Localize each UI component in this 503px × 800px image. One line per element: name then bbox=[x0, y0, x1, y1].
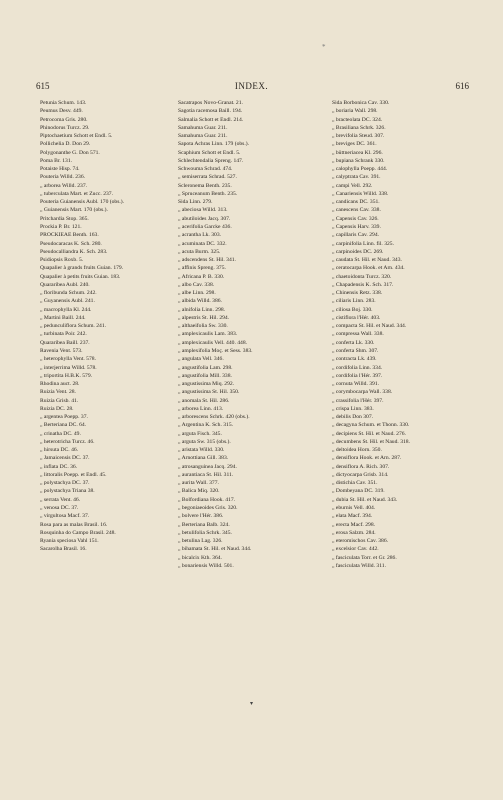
index-entry: „ ceratocarpa Hook. et Arn. 434. bbox=[332, 265, 405, 272]
index-entry: Rhodina auct. 28. bbox=[40, 381, 80, 388]
index-entry: „ Martini Baill. 244. bbox=[40, 314, 86, 321]
index-entry: „ Guyanensis Aubl. 241. bbox=[40, 298, 95, 305]
index-entry: „ inflata DC. 36. bbox=[40, 463, 78, 470]
index-entry: „ canescens Cav. 338. bbox=[332, 207, 381, 214]
index-entry: „ albida Willd. 386. bbox=[178, 298, 222, 305]
index-entry: „ begoniaeoides Gris. 320. bbox=[178, 505, 238, 512]
index-entry: „ alnifolia Linn. 298. bbox=[178, 306, 226, 313]
index-entry: „ Dombeyana DC. 319. bbox=[332, 488, 385, 495]
index-entry: „ decumbens St. Hil. et Naud. 318. bbox=[332, 438, 410, 445]
index-entry: „ aurita Wall. 377. bbox=[178, 480, 219, 487]
index-entry: „ breviges DC. 361. bbox=[332, 141, 377, 148]
index-entry: „ serrata Vent. 46. bbox=[40, 496, 81, 503]
index-entry: „ chaetoidonta Turcz. 320. bbox=[332, 273, 392, 280]
index-entry: Ravenia Vent. 573. bbox=[40, 347, 83, 354]
index-entry: „ angustissima Miq. 292. bbox=[178, 381, 235, 388]
index-entry: Pouteria Willd. 236. bbox=[40, 174, 86, 181]
index-entry: „ betulifolia Schrk. 345. bbox=[178, 529, 232, 536]
index-entry: „ adscendens St. Hil. 341. bbox=[178, 257, 236, 264]
index-entry: „ argentea Poepp. 37. bbox=[40, 414, 88, 421]
right-page-number: 616 bbox=[455, 81, 469, 91]
index-entry: „ hirsuta DC. 46. bbox=[40, 447, 79, 454]
index-entry: Sida Linn. 279. bbox=[178, 199, 213, 206]
index-entry: Peumus Desv. 449. bbox=[40, 108, 83, 115]
index-entry: „ bicalcix Kth. 364. bbox=[178, 554, 222, 561]
index-entry: „ carpinoides DC. 269. bbox=[332, 248, 384, 255]
index-entry: Polygonanthe G. Don 571. bbox=[40, 149, 100, 156]
index-entry: „ anomala St. Hil. 286. bbox=[178, 397, 230, 404]
page-title: INDEX. bbox=[234, 81, 269, 91]
index-entry: Pseudocalliandra K. Sch. 283. bbox=[40, 248, 108, 255]
index-entry: „ amplexifolia Moç. et Sess. 383. bbox=[178, 347, 253, 354]
index-entry: „ venosa DC. 37. bbox=[40, 505, 79, 512]
index-entry: „ cornuta Willd. 391. bbox=[332, 381, 380, 388]
index-entry: „ campi Vell. 292. bbox=[332, 182, 373, 189]
index-entry: „ heterophylla Vent. 578. bbox=[40, 356, 96, 363]
index-entry: „ abutiloides Jacq. 307. bbox=[178, 215, 231, 222]
index-entry: „ ciliosa Boj. 330. bbox=[332, 306, 373, 313]
index-entry: Schwouma Schrad. 474. bbox=[178, 166, 233, 173]
index-entry: „ fasciculata Torr. et Gr. 286. bbox=[332, 554, 397, 561]
index-entry: Pritchardia Stop. 365. bbox=[40, 215, 89, 222]
index-entry: Sagotia racemosa Baill. 194. bbox=[178, 108, 243, 115]
index-entry: „ contracta Lk. 439. bbox=[332, 356, 377, 363]
index-entry: „ acerifolia Garcke 436. bbox=[178, 223, 232, 230]
index-entry: „ eteromischos Cav. 386. bbox=[332, 538, 389, 545]
index-entry: Quararibea Aubl. 240. bbox=[40, 281, 90, 288]
index-entry: „ Spruceanum Benth. 235. bbox=[178, 190, 238, 197]
index-entry: „ debilis Don 307. bbox=[332, 414, 374, 421]
index-entry: „ fasciculata Willd. 311. bbox=[332, 562, 386, 569]
index-entry: „ cordifolia Linn. 334. bbox=[332, 364, 383, 371]
index-entry: „ bracteolata DC. 324. bbox=[332, 116, 383, 123]
index-entry: „ calyptrata Cav. 391. bbox=[332, 174, 381, 181]
index-entry: Quararibea Baill. 237. bbox=[40, 339, 90, 346]
index-entry: „ arborea Willd. 237. bbox=[40, 182, 88, 189]
index-entry: Rosquinha do Campo Brasil. 248. bbox=[40, 529, 116, 536]
index-entry: „ alpestris St. Hil. 294. bbox=[178, 314, 230, 321]
index-entry: Sacarolha Brasil. 16. bbox=[40, 546, 87, 553]
index-entry: „ semiserrata Schrad. 527. bbox=[178, 174, 237, 181]
index-entry: „ Canariensis Willd. 338. bbox=[332, 190, 389, 197]
index-entry: „ pedunculiflora Schum. 241. bbox=[40, 323, 107, 330]
index-entry: „ amplexicaulis Vell. 440. 448. bbox=[178, 339, 248, 346]
index-entry: „ acuta Burm. 325. bbox=[178, 248, 221, 255]
index-entry: „ erosa Salzm. 284. bbox=[332, 529, 376, 536]
index-entry: „ Berteriana DC. 64. bbox=[40, 422, 87, 429]
index-entry: „ Argentina K. Sch. 315. bbox=[178, 422, 234, 429]
index-entry: „ dubia St. Hil. et Naud. 343. bbox=[332, 496, 398, 503]
index-entry: „ Capensis Cav. 326. bbox=[332, 215, 379, 222]
index-column-left bbox=[40, 99, 168, 554]
index-entry: Sida Borbonica Cav. 330. bbox=[332, 100, 390, 106]
index-entry: Potaiste Hisp. 74. bbox=[40, 166, 80, 173]
index-entry: „ Chapadensis K. Sch. 317. bbox=[332, 281, 394, 288]
index-entry: „ caudata St. Hil. et Naud. 343. bbox=[332, 257, 402, 264]
index-entry: „ acrantha Lk. 303. bbox=[178, 232, 222, 239]
index-entry: „ decipiens St. Hil. et Naud. 276. bbox=[332, 430, 406, 437]
index-entry: „ bonariensis Willd. 501. bbox=[178, 562, 234, 569]
index-column-right bbox=[332, 99, 472, 570]
index-entry: „ Berteriana Balb. 324. bbox=[178, 521, 230, 528]
index-entry: Ruizia Grisb. 41. bbox=[40, 397, 79, 404]
index-entry: „ aurantiaca St. Hil. 311. bbox=[178, 471, 234, 478]
index-entry: Quapalier à grands fruits Guian. 179. bbox=[40, 265, 124, 272]
index-entry: „ Chinensis Retz. 338. bbox=[332, 290, 383, 297]
index-entry: „ macrophylla Kl. 244. bbox=[40, 306, 92, 313]
index-entry: „ erecta Macf. 298. bbox=[332, 521, 376, 528]
index-entry: „ polystachya Triana 38. bbox=[40, 488, 95, 495]
index-entry: „ floribunda Schum. 242. bbox=[40, 290, 97, 297]
index-entry: „ crassifolia l'Hér. 397. bbox=[332, 397, 384, 404]
index-entry: Phinodorus Turcz. 29. bbox=[40, 124, 90, 131]
index-entry: Sapota Achras Linn. 179 (obs.). bbox=[178, 141, 249, 148]
index-entry: Ryania speciosa Vahl 151. bbox=[40, 538, 99, 545]
index-entry: Salmalia Schott et Endl. 214. bbox=[178, 116, 244, 123]
index-entry: Schlechtendalia Spreng. 147. bbox=[178, 157, 244, 164]
index-entry: „ Jamaicensis DC. 37. bbox=[40, 455, 90, 462]
index-entry: „ carpinifolia Linn. fil. 325. bbox=[332, 240, 394, 247]
index-entry: „ albo Cav. 338. bbox=[178, 281, 215, 288]
index-entry: „ compacta St. Hil. et Naud. 344. bbox=[332, 323, 407, 330]
index-entry: Sacatrapos Novo-Granat. 21. bbox=[178, 100, 243, 106]
index-entry: „ heterotricha Turcz. 46. bbox=[40, 438, 95, 445]
index-entry: „ deltoidea Horn. 350. bbox=[332, 447, 382, 454]
index-entry: Samahuma Guar. 211. bbox=[178, 133, 228, 140]
index-entry: Pouteria Guianensis Aubl. 170 (obs.). bbox=[40, 199, 125, 206]
index-entry: „ crinatha DC. 49. bbox=[40, 430, 81, 437]
index-entry: „ arborescens Schrk. 420 (obs.). bbox=[178, 414, 250, 421]
index-entry: „ crispa Linn. 383. bbox=[332, 405, 374, 412]
index-entry: „ distichia Cav. 351. bbox=[332, 480, 378, 487]
index-entry: „ elata Macf. 394. bbox=[332, 513, 373, 520]
index-entry: Pseudocaracas K. Sch. 280. bbox=[40, 240, 102, 247]
index-entry: Quapalier à petits fruits Guian. 183. bbox=[40, 273, 121, 280]
index-entry: „ acuminata DC. 332. bbox=[178, 240, 227, 247]
index-entry: „ bihamata St. Hil. et Naud. 344. bbox=[178, 546, 252, 553]
index-entry: „ decagyna Schum. et Thonn. 330. bbox=[332, 422, 410, 429]
index-entry: „ büttneriacea Kl. 296. bbox=[332, 149, 383, 156]
index-entry: „ densiflora Hook. et Arn. 287. bbox=[332, 455, 402, 462]
index-entry: „ compressa Wall. 338. bbox=[332, 331, 384, 338]
index-entry: „ capillaris Cav. 294. bbox=[332, 232, 380, 239]
index-entry: Scaphium Schott et Endl. 5. bbox=[178, 149, 241, 156]
index-entry: „ betulina Lag. 326. bbox=[178, 538, 223, 545]
index-entry: „ angulata Vell. 346. bbox=[178, 356, 224, 363]
index-entry: „ ciliaris Linn. 283. bbox=[332, 298, 376, 305]
index-entry: Ruizia Vent. 28. bbox=[40, 389, 76, 396]
index-entry: „ candicans DC. 351. bbox=[332, 199, 380, 206]
bottom-mark: ▾ bbox=[250, 701, 254, 707]
index-entry: „ boriaria Wall. 298. bbox=[332, 108, 378, 115]
index-entry: „ amplexicaulis Lam. 383. bbox=[178, 331, 238, 338]
index-entry: „ corymbocarpa Wall. 338. bbox=[332, 389, 393, 396]
index-entry: „ cistiflora l'Hér. 403. bbox=[332, 314, 381, 321]
index-entry: „ bolvere l'Hér. 386. bbox=[178, 513, 224, 520]
index-entry: „ polystachya DC. 37. bbox=[40, 480, 90, 487]
index-entry: „ Capensis Harv. 339. bbox=[332, 223, 381, 230]
index-entry: „ tuberculata Mart. et Zucc. 237. bbox=[40, 190, 113, 197]
index-entry: „ cordifolia l'Hér. 397. bbox=[332, 372, 383, 379]
index-entry: „ dictyocarpa Grisb. 314. bbox=[332, 471, 389, 478]
index-entry: Prockia P. Br. 121. bbox=[40, 223, 82, 230]
index-entry: „ bupiana Schrank 330. bbox=[332, 157, 385, 164]
index-entry: „ littoralis Poepp. et Endl. 45. bbox=[40, 471, 107, 478]
index-entry: Pollichelia D. Don 29. bbox=[40, 141, 91, 148]
index-entry: Psidiopsis Roxb. 5. bbox=[40, 257, 84, 264]
index-entry: „ angustifolia Lam. 298. bbox=[178, 364, 233, 371]
index-entry: „ excelsior Cav. 442. bbox=[332, 546, 379, 553]
index-entry: „ Guianensis Mart. 170 (obs.). bbox=[40, 207, 108, 214]
index-entry: Samahuma Guar. 211. bbox=[178, 124, 228, 131]
index-entry: Petrocoma Gris. 280. bbox=[40, 116, 88, 123]
page-header bbox=[0, 81, 503, 95]
index-entry: „ densiflora A. Rich. 307. bbox=[332, 463, 390, 470]
index-entry: „ eburnis Vell. 404. bbox=[332, 505, 376, 512]
index-entry: PROCKIEAE Benth. 163. bbox=[40, 232, 99, 239]
index-entry: „ abeciosa Willd. 313. bbox=[178, 207, 228, 214]
index-entry: „ angustissima St. Hil. 350. bbox=[178, 389, 240, 396]
index-entry: „ Balica Miq. 320. bbox=[178, 488, 220, 495]
index-entry: „ angustifolia Mill. 338. bbox=[178, 372, 232, 379]
index-entry: „ conferta Shm. 307. bbox=[332, 347, 379, 354]
index-entry: „ triportita H.B.K. 579. bbox=[40, 372, 93, 379]
index-entry: „ aristata Willd. 330. bbox=[178, 447, 225, 454]
margin-mark: * bbox=[322, 43, 326, 51]
index-entry: „ Arnottiana Gill. 383. bbox=[178, 455, 229, 462]
index-entry: Rosa para as malas Brasil. 16. bbox=[40, 521, 108, 528]
index-entry: „ calophylla Poepp. 444. bbox=[332, 166, 388, 173]
index-entry: „ arguta Fisch. 345. bbox=[178, 430, 222, 437]
index-entry: Ruizia DC. 28. bbox=[40, 405, 74, 412]
index-entry: Petunia Schum. 143. bbox=[40, 100, 87, 106]
index-entry: „ conferta Lk. 330. bbox=[332, 339, 375, 346]
index-entry: „ arguta Sw. 315 (obs.). bbox=[178, 438, 231, 445]
index-entry: „ affinis Spreng. 375. bbox=[178, 265, 226, 272]
index-entry: „ Africana P. B. 330. bbox=[178, 273, 225, 280]
index-entry: „ althaeifolia Sw. 330. bbox=[178, 323, 228, 330]
index-entry: „ virgultosa Macf. 37. bbox=[40, 513, 90, 520]
index-entry: „ turbinata Poir. 242. bbox=[40, 331, 87, 338]
index-entry: „ interjerrima Willd. 578. bbox=[40, 364, 97, 371]
index-entry: „ albe Linn. 298. bbox=[178, 290, 216, 297]
index-entry: Poma Br. 131. bbox=[40, 157, 73, 164]
index-entry: Piptochaetium Schott et Endl. 5. bbox=[40, 133, 113, 140]
index-entry: Scleronema Benth. 235. bbox=[178, 182, 232, 189]
index-entry: „ Bolfordiana Hook. 417. bbox=[178, 496, 236, 503]
index-column-middle bbox=[178, 99, 328, 570]
index-entry: „ Brasiliana Schrk. 326. bbox=[332, 124, 386, 131]
index-entry: „ atrosanguinea Jacq. 294. bbox=[178, 463, 237, 470]
index-entry: „ arborea Linn. 413. bbox=[178, 405, 224, 412]
left-page-number: 615 bbox=[36, 81, 50, 91]
index-entry: „ brevifolia Steud. 307. bbox=[332, 133, 385, 140]
